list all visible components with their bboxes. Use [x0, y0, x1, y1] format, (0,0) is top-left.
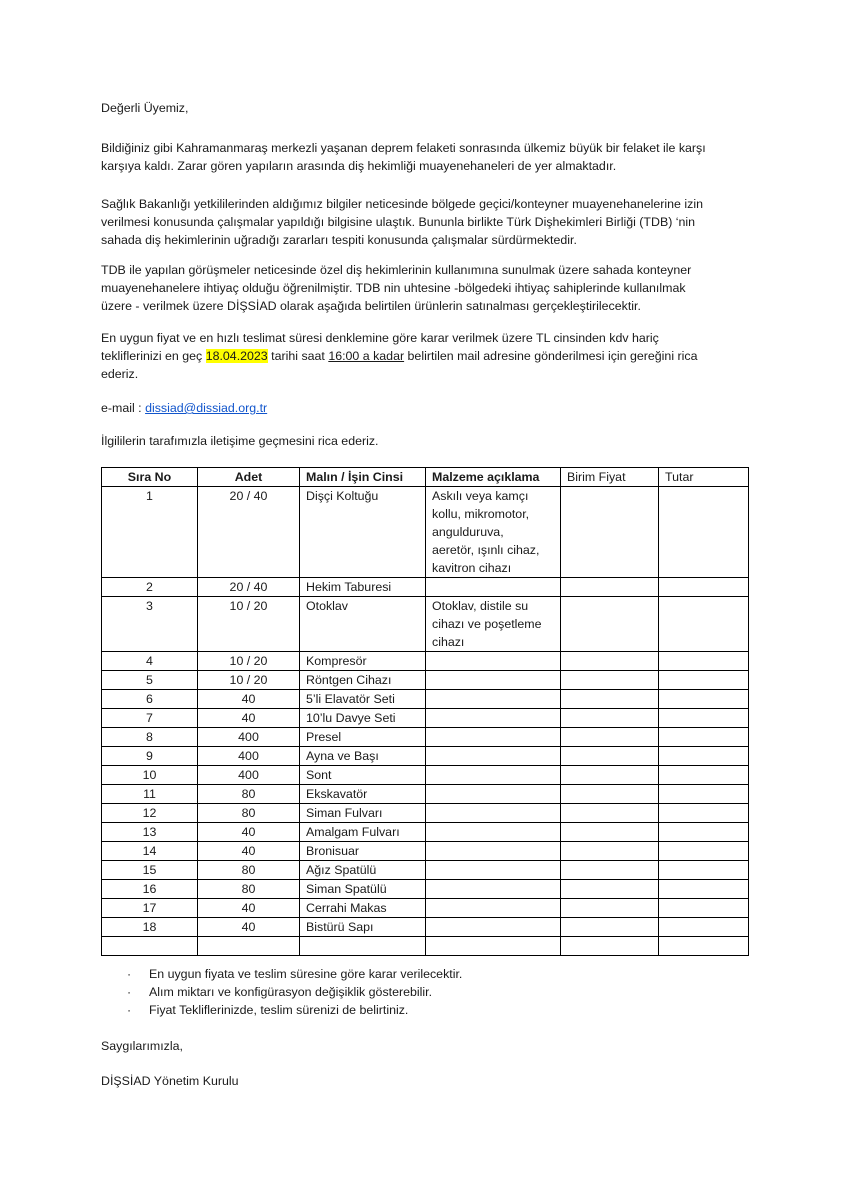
- cell-description: [426, 709, 561, 728]
- cell-no: 14: [102, 842, 198, 861]
- description-line: kavitron cihazı: [432, 561, 512, 575]
- cell-qty: 10 / 20: [198, 597, 300, 652]
- cell-item: Dişçi Koltuğu: [300, 487, 426, 578]
- cell-total: [659, 597, 749, 652]
- para-3-line-3: üzere - verilmek üzere DİŞSİAD olarak aşağıda belirtilen ürünlerin satınalması gerçekleştirilecektir.: [101, 299, 641, 313]
- cell-qty: 40: [198, 899, 300, 918]
- cell-unit-price: [561, 728, 659, 747]
- cell-no: 12: [102, 804, 198, 823]
- cell-qty: 80: [198, 861, 300, 880]
- para-2-line-1: Sağlık Bakanlığı yetkililerinden aldığımız bilgiler neticesinde bölgede geçici/konteyner muayenehanelerine izin: [101, 197, 703, 211]
- cell-description: [426, 804, 561, 823]
- cell-item: Siman Spatülü: [300, 880, 426, 899]
- para-4-line-2: [101, 347, 751, 365]
- header-description: Malzeme açıklama: [426, 468, 561, 487]
- cell-no: 2: [102, 578, 198, 597]
- cell-total: [659, 880, 749, 899]
- cell-no: 7: [102, 709, 198, 728]
- cell-description: [426, 823, 561, 842]
- table-row: [102, 766, 749, 785]
- cell-total: [659, 671, 749, 690]
- cell-total: [659, 918, 749, 937]
- bullet-icon: ·: [127, 985, 132, 999]
- cell-description: [426, 690, 561, 709]
- para-3-line-1: TDB ile yapılan görüşmeler neticesinde özel diş hekimlerinin kullanımına sunulmak üzere sahada konteyner: [101, 263, 692, 277]
- list-item: [101, 983, 701, 1001]
- cell-no: 18: [102, 918, 198, 937]
- para-4-line-1: En uygun fiyat ve en hızlı teslimat süresi denklemine göre karar verilmek üzere TL cinsinden kdv hariç: [101, 331, 659, 345]
- cell-unit-price: [561, 918, 659, 937]
- cell-item: Presel: [300, 728, 426, 747]
- table-row: [102, 597, 749, 652]
- cell-no: 11: [102, 785, 198, 804]
- cell-qty: 400: [198, 728, 300, 747]
- cell-no: 15: [102, 861, 198, 880]
- cell-item: Sont: [300, 766, 426, 785]
- para-2-line-3: sahada diş hekimlerinin uğradığı zararları tespiti konusunda çalışmalar sürdürmektedir.: [101, 233, 577, 247]
- cell-unit-price: [561, 747, 659, 766]
- cell-total: [659, 578, 749, 597]
- cell-total: [659, 899, 749, 918]
- cell-no: 6: [102, 690, 198, 709]
- description-line: aeretör, ışınlı cihaz,: [432, 543, 540, 557]
- table-header-row: [102, 468, 749, 487]
- cell-qty: 40: [198, 842, 300, 861]
- cell-no: 1: [102, 487, 198, 578]
- description-line: Askılı veya kamçı: [432, 489, 529, 503]
- header-no: Sıra No: [102, 468, 198, 487]
- cell-no: 3: [102, 597, 198, 652]
- cell-qty: 80: [198, 785, 300, 804]
- table-row: [102, 709, 749, 728]
- cell-item: Siman Fulvarı: [300, 804, 426, 823]
- header-total: Tutar: [659, 468, 749, 487]
- cell-total: [659, 652, 749, 671]
- table-row: [102, 747, 749, 766]
- table-row: [102, 823, 749, 842]
- cell-unit-price: [561, 899, 659, 918]
- cell-description: [426, 880, 561, 899]
- empty-cell: [561, 937, 659, 956]
- cell-total: [659, 487, 749, 578]
- cell-item: Ekskavatör: [300, 785, 426, 804]
- table-row: [102, 880, 749, 899]
- cell-total: [659, 766, 749, 785]
- cell-qty: 80: [198, 880, 300, 899]
- para-4-text: tekliflerinizi en geç: [101, 349, 206, 363]
- deadline-date: 18.04.2023: [205, 349, 268, 363]
- cell-total: [659, 842, 749, 861]
- bullet-icon: ·: [127, 1003, 132, 1017]
- empty-cell: [102, 937, 198, 956]
- cell-unit-price: [561, 861, 659, 880]
- empty-cell: [300, 937, 426, 956]
- cell-item: Röntgen Cihazı: [300, 671, 426, 690]
- cell-no: 10: [102, 766, 198, 785]
- cell-item: 10’lu Davye Seti: [300, 709, 426, 728]
- cell-no: 5: [102, 671, 198, 690]
- cell-unit-price: [561, 709, 659, 728]
- cell-unit-price: [561, 578, 659, 597]
- email-label: e-mail :: [101, 401, 146, 415]
- cell-qty: 10 / 20: [198, 652, 300, 671]
- cell-qty: 40: [198, 690, 300, 709]
- cell-no: 17: [102, 899, 198, 918]
- note-text: Fiyat Tekliflerinizde, teslim sürenizi de belirtiniz.: [149, 1003, 409, 1017]
- cell-qty: 40: [198, 918, 300, 937]
- cell-description: [426, 487, 561, 578]
- items-table: [101, 467, 749, 956]
- cell-item: Bistürü Sapı: [300, 918, 426, 937]
- cell-unit-price: [561, 880, 659, 899]
- cell-total: [659, 747, 749, 766]
- cell-description: [426, 597, 561, 652]
- cell-total: [659, 690, 749, 709]
- cell-unit-price: [561, 766, 659, 785]
- cell-unit-price: [561, 804, 659, 823]
- table-row: [102, 690, 749, 709]
- table-row: [102, 918, 749, 937]
- description-line: Otoklav, distile su: [432, 599, 529, 613]
- empty-cell: [426, 937, 561, 956]
- description-line: kollu, mikromotor,: [432, 507, 530, 521]
- note-text: Alım miktarı ve konfigürasyon değişiklik gösterebilir.: [149, 985, 433, 999]
- description-line: cihazı: [432, 635, 465, 649]
- cell-description: [426, 918, 561, 937]
- table-row: [102, 728, 749, 747]
- cell-total: [659, 785, 749, 804]
- cell-unit-price: [561, 652, 659, 671]
- cell-description: [426, 578, 561, 597]
- cell-qty: 40: [198, 709, 300, 728]
- cell-total: [659, 804, 749, 823]
- cell-qty: 20 / 40: [198, 578, 300, 597]
- cell-unit-price: [561, 671, 659, 690]
- cell-item: Bronisuar: [300, 842, 426, 861]
- cell-description: [426, 747, 561, 766]
- bullet-icon: ·: [127, 967, 132, 981]
- cell-item: 5’li Elavatör Seti: [300, 690, 426, 709]
- list-item: [101, 965, 701, 983]
- cell-description: [426, 728, 561, 747]
- description-line: cihazı ve poşetleme: [432, 617, 542, 631]
- cell-qty: 400: [198, 747, 300, 766]
- cell-description: [426, 785, 561, 804]
- table-row: [102, 652, 749, 671]
- cell-no: 4: [102, 652, 198, 671]
- email-line: [101, 399, 751, 417]
- cell-item: Ayna ve Başı: [300, 747, 426, 766]
- header-item: Malın / İşin Cinsi: [300, 468, 426, 487]
- cell-item: Kompresör: [300, 652, 426, 671]
- table-row: [102, 842, 749, 861]
- para-3-line-2: muayenehanelere ihtiyaç olduğu öğrenilmiştir. TDB nin uhtesine -bölgedeki ihtiyaç sahiplerinde kullanılmak: [101, 281, 686, 295]
- table-row: [102, 578, 749, 597]
- closing: Saygılarımızla,: [101, 1039, 183, 1053]
- table-row: [102, 899, 749, 918]
- para-4-line-3: ederiz.: [101, 367, 139, 381]
- para-4-text: tarihi saat: [267, 349, 329, 363]
- table-body: [102, 487, 749, 956]
- cell-no: 8: [102, 728, 198, 747]
- cell-description: [426, 766, 561, 785]
- cell-unit-price: [561, 842, 659, 861]
- cell-unit-price: [561, 487, 659, 578]
- cell-description: [426, 899, 561, 918]
- cell-item: Hekim Taburesi: [300, 578, 426, 597]
- description-line: angulduruva,: [432, 525, 504, 539]
- list-item: [101, 1001, 701, 1019]
- cell-no: 13: [102, 823, 198, 842]
- cell-item: Ağız Spatülü: [300, 861, 426, 880]
- cell-unit-price: [561, 597, 659, 652]
- para-2-line-2: verilmesi konusunda çalışmalar yapıldığı bilgisine ulaştık. Bununla birlikte Türk Dişhekimleri Birliği (TDB) ‘nin: [101, 215, 696, 229]
- email-link[interactable]: dissiad@dissiad.org.tr: [145, 401, 268, 415]
- cell-qty: 80: [198, 804, 300, 823]
- table-row: [102, 671, 749, 690]
- para-1-line-2: karşıya kaldı. Zarar gören yapıların arasında diş hekimliği muayenehaneleri de yer almaktadır.: [101, 159, 617, 173]
- cell-qty: 10 / 20: [198, 671, 300, 690]
- header-qty: Adet: [198, 468, 300, 487]
- table-row: [102, 487, 749, 578]
- cell-item: Otoklav: [300, 597, 426, 652]
- cell-description: [426, 671, 561, 690]
- para-4-text: belirtilen mail adresine gönderilmesi için gereğini rica: [404, 349, 698, 363]
- cell-no: 16: [102, 880, 198, 899]
- greeting: Değerli Üyemiz,: [101, 101, 189, 115]
- cell-qty: 20 / 40: [198, 487, 300, 578]
- cell-total: [659, 861, 749, 880]
- empty-cell: [198, 937, 300, 956]
- table-row: [102, 861, 749, 880]
- cell-description: [426, 861, 561, 880]
- cell-no: 9: [102, 747, 198, 766]
- cell-description: [426, 842, 561, 861]
- cell-total: [659, 709, 749, 728]
- para-1-line-1: Bildiğiniz gibi Kahramanmaraş merkezli yaşanan deprem felaketi sonrasında ülkemiz büyük bir felaket ile karşı: [101, 141, 706, 155]
- cell-description: [426, 652, 561, 671]
- table-row: [102, 804, 749, 823]
- table-row: [102, 785, 749, 804]
- empty-cell: [659, 937, 749, 956]
- cell-item: Amalgam Fulvarı: [300, 823, 426, 842]
- cell-unit-price: [561, 823, 659, 842]
- deadline-time: 16:00 a kadar: [328, 349, 405, 363]
- signature: DİŞSİAD Yönetim Kurulu: [101, 1074, 239, 1088]
- cell-unit-price: [561, 785, 659, 804]
- cell-qty: 400: [198, 766, 300, 785]
- cell-total: [659, 728, 749, 747]
- table-row-empty: [102, 937, 749, 956]
- note-text: En uygun fiyata ve teslim süresine göre karar verilecektir.: [149, 967, 463, 981]
- cell-total: [659, 823, 749, 842]
- cell-unit-price: [561, 690, 659, 709]
- contact-request: İlgililerin tarafımızla iletişime geçmesini rica ederiz.: [101, 434, 379, 448]
- cell-qty: 40: [198, 823, 300, 842]
- header-unit-price: Birim Fiyat: [561, 468, 659, 487]
- cell-item: Cerrahi Makas: [300, 899, 426, 918]
- notes-list: [101, 965, 701, 1019]
